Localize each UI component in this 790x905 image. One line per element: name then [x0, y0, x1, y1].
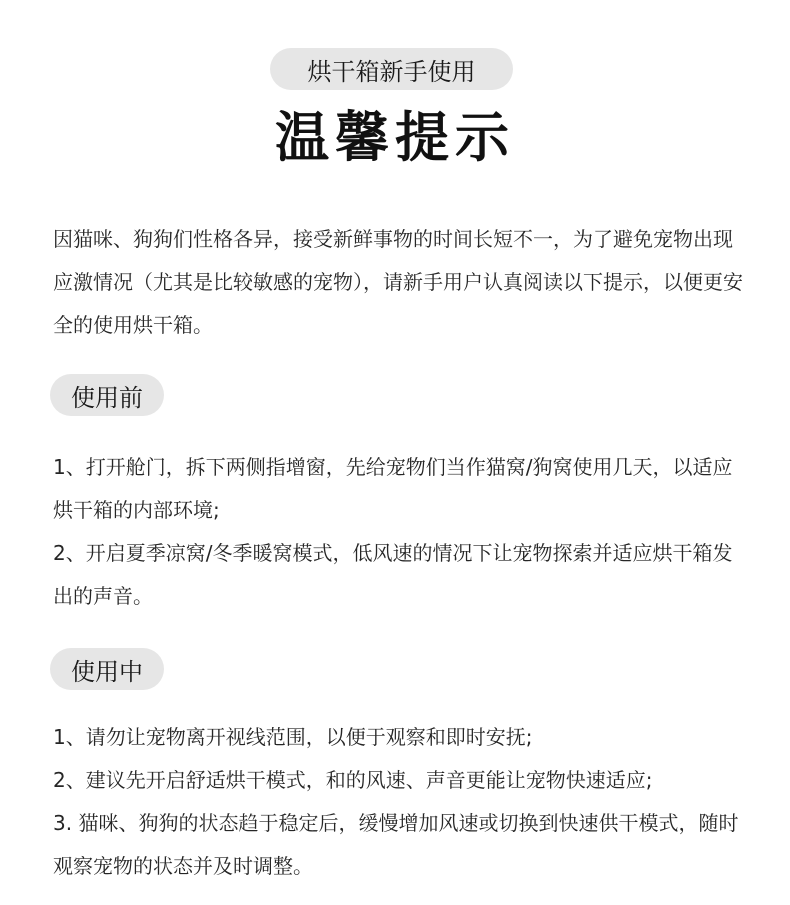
- header-tag: [270, 48, 513, 90]
- header-tag-label: 烘干箱新手使用: [307, 57, 476, 86]
- section-heading-before-use: [50, 374, 164, 416]
- list-item: 1、打开舱门，拆下两侧指增窗，先给宠物们当作猫窝/狗窝使用几天，以适应烘干箱的内部环境;: [53, 455, 733, 522]
- list-item: 2、建议先开启舒适烘干模式，和的风速、声音更能让宠物快速适应;: [53, 768, 653, 792]
- during-use-list: [53, 716, 743, 888]
- before-use-list: [53, 446, 743, 618]
- section-heading-label: 使用前: [71, 383, 143, 412]
- list-item: 2、开启夏季凉窝/冬季暖窝模式，低风速的情况下让宠物探索并适应烘干箱发出的声音。: [53, 541, 733, 608]
- page-title: 温馨提示: [275, 106, 515, 169]
- section-heading-label: 使用中: [71, 657, 143, 686]
- list-item: 1、请勿让宠物离开视线范围，以便于观察和即时安抚;: [53, 725, 533, 749]
- intro-paragraph: 因猫咪、狗狗们性格各异，接受新鲜事物的时间长短不一，为了避免宠物出现应激情况（尤其是比较敏感的宠物），请新手用户认真阅读以下提示，以便更安全的使用烘干箱。: [53, 227, 743, 337]
- list-item: 3. 猫咪、狗狗的状态趋于稳定后，缓慢增加风速或切换到快速供干模式，随时观察宠物的状态并及时调整。: [53, 811, 739, 878]
- section-heading-during-use: [50, 648, 164, 690]
